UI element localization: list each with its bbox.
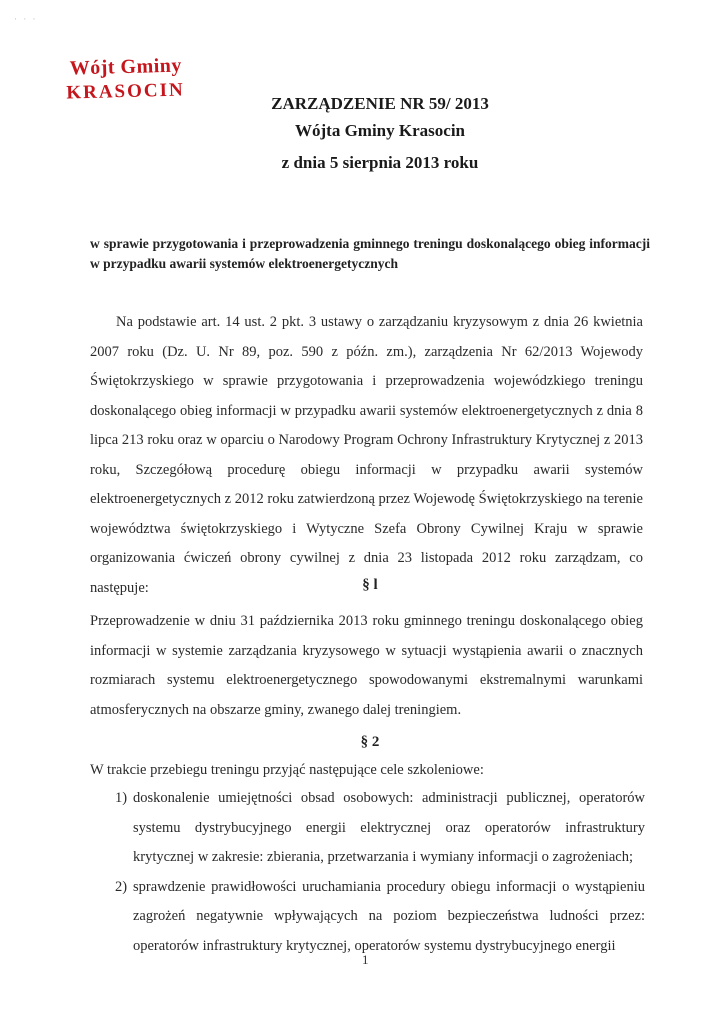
- section-2-heading: § 2: [360, 734, 380, 750]
- legal-basis-paragraph: Na podstawie art. 14 ust. 2 pkt. 3 ustawy o zarządzaniu kryzysowym z dnia 26 kwietnia 2007 roku (Dz. U. Nr 89, poz. 590 z późn. zm.), zarządzenia Nr 62/2013 Wojewody Świętokrzyskiego w sprawie przygotowania i przeprowadzenia wojewódzkiego treningu doskonalącego obieg informacji w przypadku awarii systemów elektroenergetycznych z dnia 8 lipca 213 roku oraz w oparciu o Narodowy Program Ochrony Infrastruktury Krytycznej z 2013 roku, Szczegółową procedurę obiegu informacji w przypadku awarii systemów elektroenergetycznych z 2012 roku zatwierdzoną przez Wojewodę Świętokrzyskiego na terenie województwa świętokrzyskiego i Wytyczne Szefa Obrony Cywilnej Kraju w sprawie organizowania ćwiczeń obrony cywilnej z dnia 23 listopada 2012 roku zarządzam, co następuje:: [90, 314, 643, 596]
- list-item: [115, 873, 645, 962]
- list-item: [115, 784, 645, 873]
- stamp-line-2: KRASOCIN: [66, 79, 185, 104]
- list-item-text: doskonalenie umiejętności obsad osobowych: administracji publicznej, operatorów systemu dystrybucyjnego energii elektrycznej oraz operatorów infrastruktury krytycznej w zakresie: zbierania, przetwarzania i wymiany informacji o zagrożeniach;: [133, 790, 645, 865]
- document-number: ZARZĄDZENIE NR 59/ 2013: [271, 94, 489, 113]
- list-item-number: 2): [115, 878, 128, 895]
- document-issuer: Wójta Gminy Krasocin: [295, 121, 465, 140]
- section-1-text: Przeprowadzenie w dniu 31 października 2013 roku gminnego treningu doskonalącego obieg informacji w systemie zarządzania kryzysowego w sytuacji wystąpienia awarii o znacznych rozmiarach systemu elektroenergetycznego spowodowanymi ekstremalnymi warunkami atmosferycznych na obszarze gminy, zwanego dalej treningiem.: [90, 613, 643, 718]
- page-number: 1: [362, 952, 369, 967]
- list-item-text: sprawdzenie prawidłowości uruchamiania procedury obiegu informacji o wystąpieniu zagrożeń negatywnie wpływających na poziom bezpieczeństwa ludności przez: operatorów infrastruktury krytycznej, operatorów systemu dystrybucyjnego energii: [133, 878, 645, 954]
- document-subject: w sprawie przygotowania i przeprowadzenia gminnego treningu doskonalącego obieg informacji w przypadku awarii systemów elektroenergetycznych: [90, 236, 650, 271]
- document-date: z dnia 5 sierpnia 2013 roku: [281, 153, 479, 172]
- stamp-line-1: Wójt Gminy: [69, 54, 183, 80]
- training-goals-list: [115, 784, 645, 961]
- list-item-number: 1): [115, 790, 128, 806]
- official-stamp: [65, 54, 185, 104]
- section-2-intro: W trakcie przebiegu treningu przyjąć następujące cele szkoleniowe:: [90, 762, 484, 778]
- section-1-heading: § l: [362, 577, 378, 593]
- scan-mark: · · ·: [14, 14, 38, 24]
